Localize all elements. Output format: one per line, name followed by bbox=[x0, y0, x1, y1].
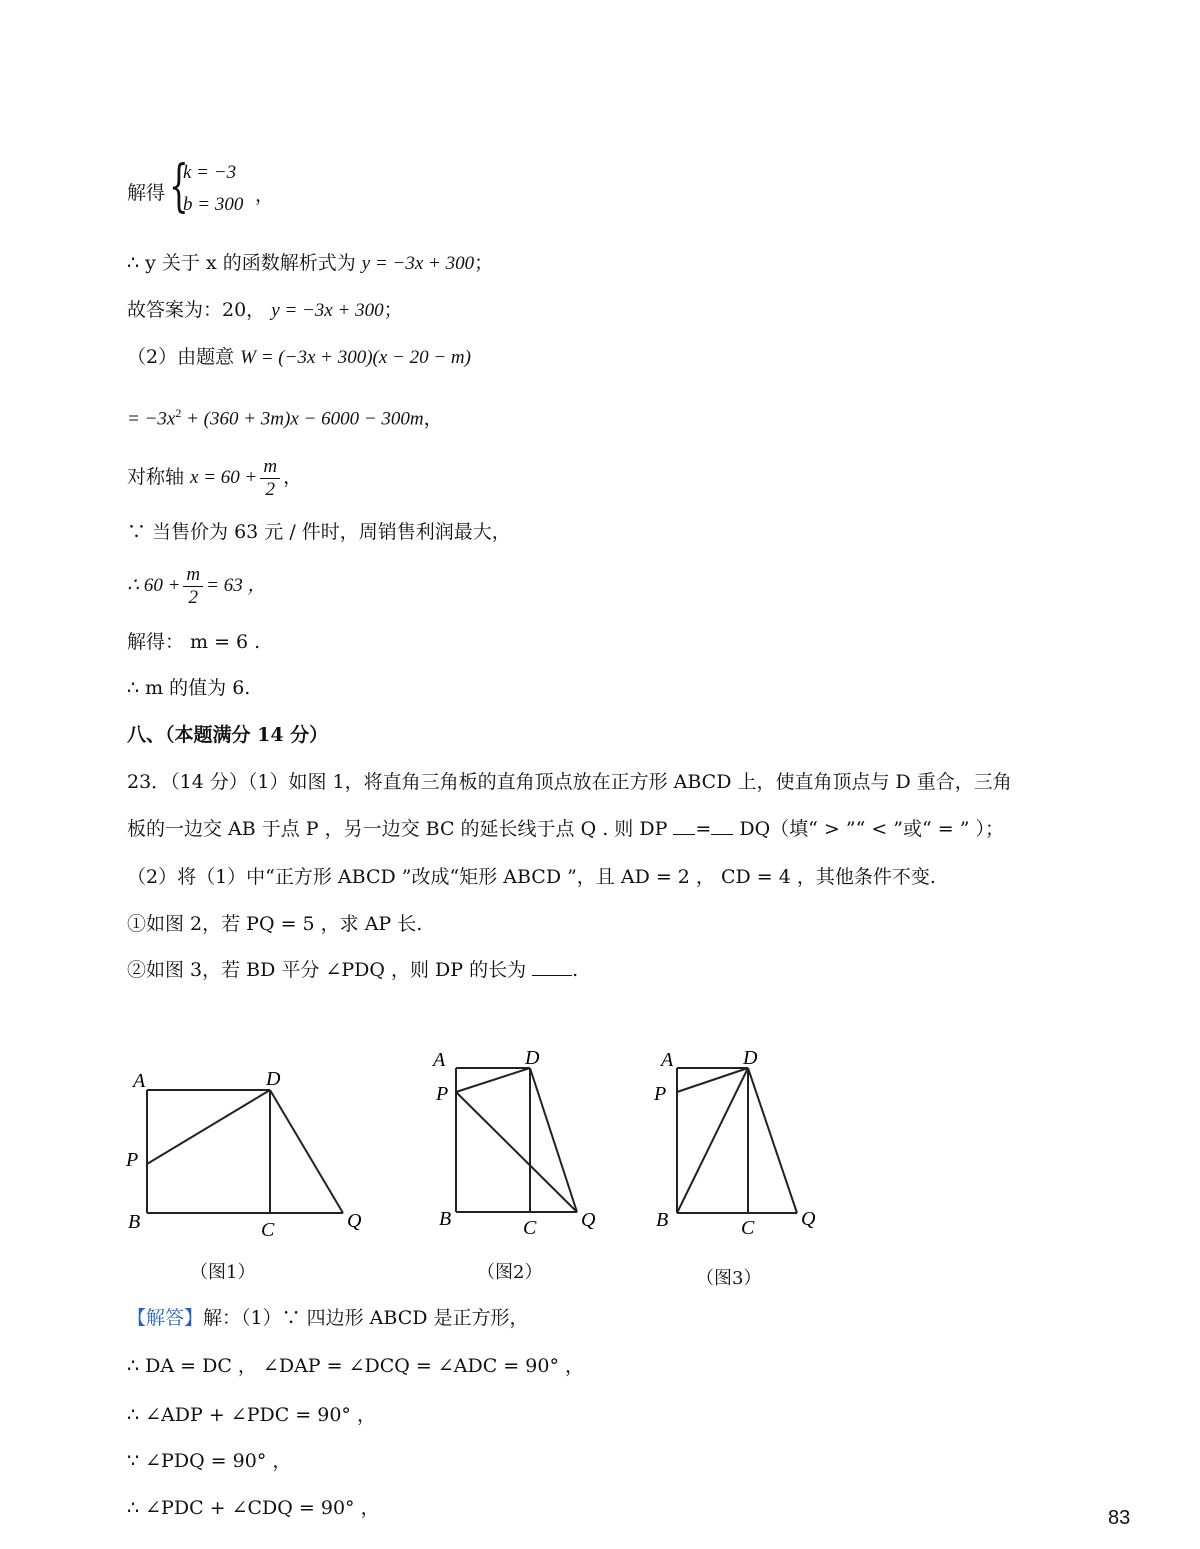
fig3-label-q: Q bbox=[801, 1208, 816, 1230]
equation-denominator: 2 bbox=[188, 586, 199, 608]
fig2-label-p: P bbox=[436, 1083, 449, 1105]
axis-denominator: 2 bbox=[265, 478, 275, 500]
part2-line bbox=[127, 344, 471, 371]
fig2-label-d: D bbox=[525, 1047, 540, 1069]
fig3-label-c: C bbox=[741, 1217, 755, 1239]
problem-line-5a: ②如图 3，若 BD 平分 ∠PDQ ，则 DP 的长为 bbox=[127, 959, 533, 981]
answer-blank-left bbox=[673, 816, 695, 835]
fig2-label-a: A bbox=[433, 1049, 446, 1071]
expand-sup: 2 bbox=[175, 406, 182, 420]
function-line-tail: ； bbox=[474, 252, 494, 274]
fig3-label-b: B bbox=[656, 1209, 669, 1231]
problem-line-5b: . bbox=[572, 959, 579, 981]
answer-line-2: ∴ DA = DC ， ∠DAP = ∠DCQ = ∠ADC = 90° ， bbox=[127, 1355, 584, 1377]
equation-prefix: ∴ 60 + bbox=[127, 575, 181, 596]
left-brace: { bbox=[169, 154, 189, 219]
part2-expr: W = (−3x + 300)(x − 20 − m) bbox=[240, 347, 471, 368]
problem-line-2 bbox=[127, 816, 1004, 842]
equation-line bbox=[127, 563, 266, 609]
axis-expr: x = 60 + bbox=[190, 467, 258, 488]
answer-tag: 【解答】 bbox=[127, 1307, 204, 1329]
expand-line bbox=[127, 400, 443, 432]
axis-fraction bbox=[260, 456, 280, 501]
answer-line-1 bbox=[127, 1305, 529, 1331]
function-line-expr: y = −3x + 300 bbox=[361, 253, 475, 274]
problem-line-2b: DQ（填“ > ”“ < ”或“ = ” ）； bbox=[733, 818, 1004, 840]
figure-2-caption: （图2） bbox=[477, 1262, 543, 1283]
problem-line-4: ①如图 2，若 PQ = 5 ，求 AP 长. bbox=[127, 913, 423, 935]
equation-fraction bbox=[183, 564, 203, 609]
result-line: ∴ m 的值为 6. bbox=[127, 677, 251, 699]
problem-line-1: 23．（14 分）（1）如图 1，将直角三角板的直角顶点放在正方形 ABCD 上，使直角顶点与 D 重合，三角 bbox=[127, 771, 1012, 793]
system-row-2: b = 300 bbox=[183, 194, 244, 215]
because-line: ∵ 当售价为 63 元 / 件时，周销售利润最大， bbox=[127, 521, 511, 543]
equation-suffix: = 63 ， bbox=[206, 575, 267, 596]
fig2-label-q: Q bbox=[581, 1209, 596, 1231]
axis-numerator: m bbox=[260, 456, 280, 479]
system-row-1: k = −3 bbox=[183, 162, 237, 183]
fig1-label-b: B bbox=[128, 1211, 141, 1233]
fig1-label-d: D bbox=[266, 1068, 281, 1090]
fig1-label-p: P bbox=[126, 1149, 139, 1171]
function-line bbox=[127, 250, 493, 277]
answer-line-5: ∴ ∠PDC + ∠CDQ = 90° ， bbox=[127, 1497, 380, 1519]
fig2-label-b: B bbox=[439, 1208, 452, 1230]
figure-3-caption: （图3） bbox=[696, 1268, 762, 1289]
fig2-label-c: C bbox=[523, 1217, 537, 1239]
answer-blank-right bbox=[711, 816, 733, 835]
system-tail: ， bbox=[255, 184, 275, 206]
expand-b: + (360 + 3m)x − 6000 − 300m bbox=[181, 408, 424, 430]
answer-line-4: ∵ ∠PDQ = 90° ， bbox=[127, 1450, 292, 1472]
answer-line-tail: ； bbox=[383, 299, 403, 321]
section-heading: 八、（本题满分 14 分） bbox=[127, 724, 329, 746]
axis-tail: ， bbox=[283, 466, 303, 488]
problem-line-2a: 板的一边交 AB 于点 P ，另一边交 BC 的延长线于点 Q . 则 DP bbox=[127, 818, 674, 840]
figures-svg bbox=[0, 1040, 1200, 1300]
problem-line-5 bbox=[127, 957, 578, 983]
figure-1 bbox=[147, 1090, 343, 1213]
fig3-label-p: P bbox=[654, 1083, 667, 1105]
answer-line-prefix: 故答案为：20， bbox=[127, 299, 266, 321]
figure-3 bbox=[677, 1068, 797, 1213]
answer-line-expr: y = −3x + 300 bbox=[271, 300, 384, 321]
solve-line: 解得： m = 6 . bbox=[127, 631, 261, 653]
answer-blank-dp bbox=[532, 957, 572, 976]
fig1-label-q: Q bbox=[347, 1210, 362, 1232]
problem-line-3: （2）将（1）中“正方形 ABCD ”改成“矩形 ABCD ”，且 AD = 2 ， CD = 4 ，其他条件不变. bbox=[127, 866, 936, 888]
expand-a: = −3x bbox=[127, 408, 176, 430]
part2-prefix: （2）由题意 bbox=[127, 346, 241, 368]
fig1-label-c: C bbox=[261, 1219, 275, 1241]
answer-line-3: ∴ ∠ADP + ∠PDC = 90° ， bbox=[127, 1404, 376, 1426]
answer-line-1-rest: 解：（1）∵ 四边形 ABCD 是正方形， bbox=[203, 1307, 529, 1329]
problem-line-2-blank: = bbox=[695, 818, 712, 840]
equation-numerator: m bbox=[183, 564, 203, 587]
figure-1-caption: （图1） bbox=[190, 1262, 256, 1283]
axis-line bbox=[127, 455, 302, 501]
jiede-label: 解得 bbox=[127, 182, 166, 204]
expand-tail: ， bbox=[423, 407, 443, 430]
page-number: 83 bbox=[1108, 1507, 1131, 1529]
axis-prefix: 对称轴 bbox=[127, 466, 191, 488]
fig3-label-a: A bbox=[661, 1049, 674, 1071]
fig3-label-d: D bbox=[743, 1047, 758, 1069]
figure-2 bbox=[456, 1068, 577, 1212]
function-line-prefix: ∴ y 关于 x 的函数解析式为 bbox=[127, 252, 362, 274]
answer-line bbox=[127, 297, 403, 324]
fig1-label-a: A bbox=[133, 1070, 146, 1092]
